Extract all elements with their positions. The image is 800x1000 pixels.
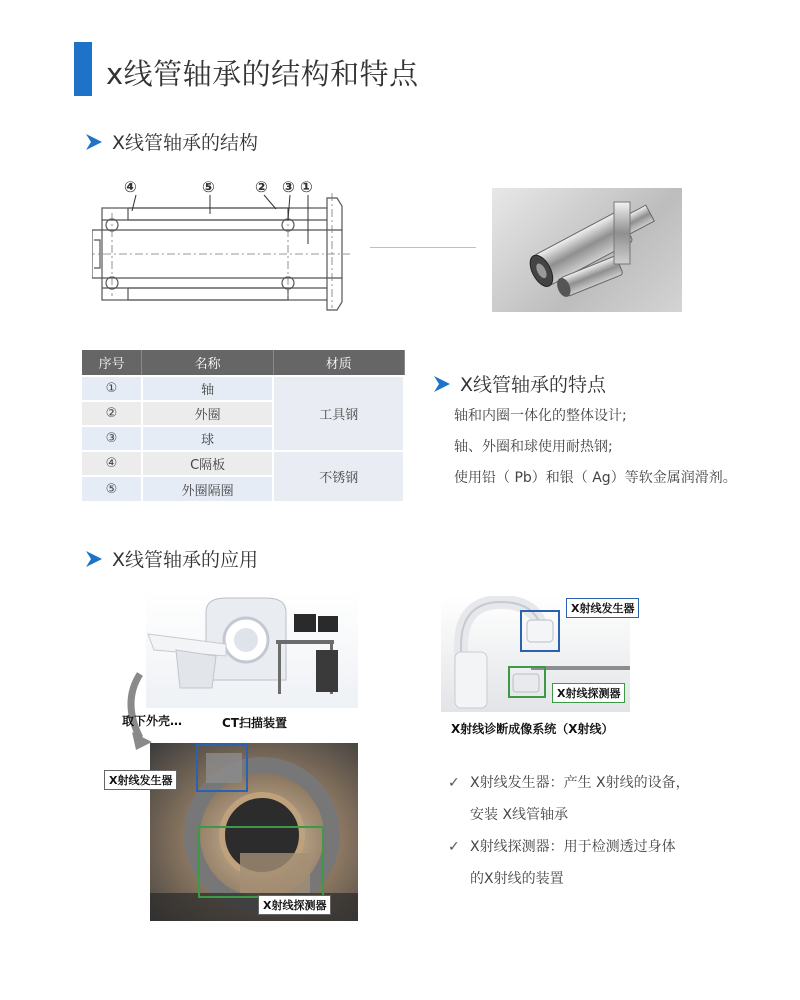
application-list (448, 772, 690, 900)
table-cell-name: C隔板 (142, 451, 274, 476)
list-item: 轴、外圈和球使用耐热钢; (454, 439, 613, 455)
table-cell-no: ③ (82, 426, 142, 451)
table-header-no: 序号 (82, 350, 142, 376)
table-cell-no: ① (82, 376, 142, 401)
spec-table (82, 350, 405, 501)
table-cell-no: ② (82, 401, 142, 426)
list-item: 使用铅（ Pb）和银（ Ag）等软金属润滑剂。 (454, 470, 737, 486)
table-cell-material: 工具钢 (273, 376, 404, 451)
check-icon: ✓ (448, 839, 460, 855)
table-cell-name: 外圈 (142, 401, 274, 426)
table-cell-name: 轴 (142, 376, 274, 401)
detector-highlight-box (508, 666, 546, 698)
table-header-name: 名称 (142, 350, 274, 376)
generator-tag: X射线发生器 (104, 770, 177, 790)
detector-tag: X射线探测器 (552, 683, 625, 703)
table-cell-name: 球 (142, 426, 274, 451)
bearing-drawing (92, 178, 357, 313)
page-title: x线管轴承的结构和特点 (106, 57, 419, 91)
app-point-text: 安装 X线管轴承 (470, 807, 569, 823)
section-features-label: X线管轴承的特点 (460, 374, 607, 396)
list-item (448, 772, 690, 804)
app-point-text: 的X射线的装置 (470, 871, 564, 887)
check-icon: ✓ (448, 775, 460, 791)
list-item (448, 804, 690, 836)
table-header-material: 材质 (273, 350, 404, 376)
table-cell-name: 外圈隔圈 (142, 476, 274, 501)
table-row (82, 376, 404, 401)
drawing-label-4: ④ (124, 178, 137, 196)
section-application-label: X线管轴承的应用 (112, 549, 259, 571)
section-structure-label: X线管轴承的结构 (112, 132, 259, 154)
list-item: 轴和内圈一体化的整体设计; (454, 408, 627, 424)
table-cell-no: ⑤ (82, 476, 142, 501)
detector-tag: X射线探测器 (258, 895, 331, 915)
title-accent-bar (74, 42, 92, 96)
drawing-label-5: ⑤ (202, 178, 215, 196)
section-structure-heading (84, 128, 258, 155)
xray-system-caption: X射线诊断成像系统（X射线） (451, 722, 614, 736)
feature-list (454, 405, 737, 498)
generator-highlight-box (520, 610, 560, 652)
generator-tag: X射线发生器 (566, 598, 639, 618)
bearing-photo (492, 188, 682, 312)
app-point-text: X射线探测器：用于检测透过身体 (470, 839, 676, 855)
app-point-text: X射线发生器：产生 X射线的设备， (470, 775, 690, 791)
connector-line (370, 247, 476, 248)
ct-caption: CT扫描装置 (222, 716, 287, 730)
remove-cover-caption: 取下外壳… (122, 714, 183, 728)
section-features-heading (432, 370, 606, 397)
chevron-right-icon (84, 549, 104, 569)
drawing-label-1: ① (300, 178, 313, 196)
table-cell-material: 不锈钢 (273, 451, 404, 501)
drawing-label-2: ② (255, 178, 268, 196)
chevron-right-icon (84, 132, 104, 152)
chevron-right-icon (432, 374, 452, 394)
list-item (448, 868, 690, 900)
table-cell-no: ④ (82, 451, 142, 476)
ct-scanner-photo (146, 592, 358, 708)
section-application-heading (84, 545, 258, 572)
generator-highlight-box (196, 744, 248, 792)
drawing-label-3: ③ (282, 178, 295, 196)
table-row (82, 451, 404, 476)
list-item (448, 836, 690, 868)
detector-highlight-box (198, 826, 324, 898)
